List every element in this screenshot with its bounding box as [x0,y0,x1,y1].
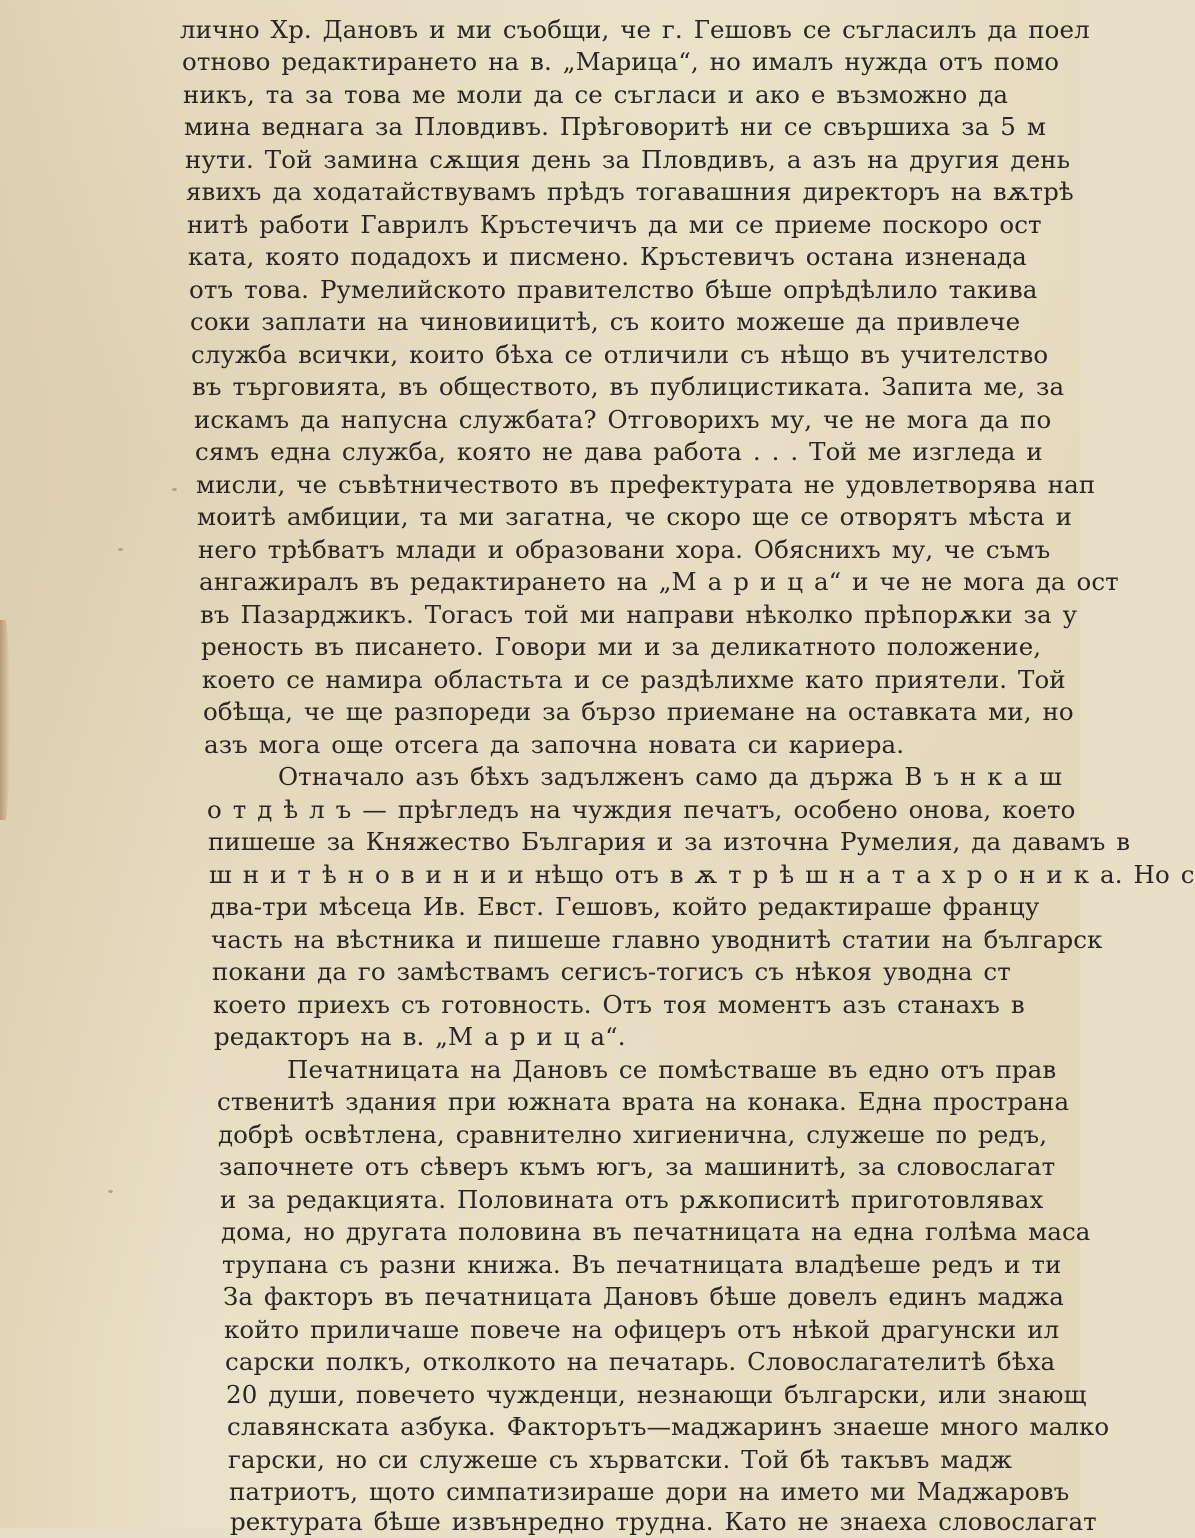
text-line: мисли, че съвѣтничеството въ префектурата не удовлетворява нап [196,470,1096,499]
text-line: соки заплати на чиновиицитѣ, съ които можеше да привлече [190,307,1021,336]
text-line: искамъ да напусна службата? Отговорихъ му, че не мога да по [194,405,1052,434]
text-line: реность въ писането. Говори ми и за деликатното положение, [201,632,1042,661]
text-line: ката, която подадохъ и писмено. Кръстевичъ остана изненада [188,242,1027,271]
text-line: ангажиралъ въ редактирането на „М а р и ц а“ и че не мога да ост [199,567,1119,596]
text-line: никъ, та за това ме моли да се съгласи и ако е възможно да [183,80,1009,109]
text-line: служба всички, които бѣха се отличили съ нѣщо въ учителство [191,340,1049,369]
text-line: него трѣбватъ млади и образовани хора. Обяснихъ му, че съмъ [198,535,1051,564]
text-line: въ търговията, въ обществото, въ публицистиката. Запита ме, за [192,372,1065,401]
text-line: лично Хр. Дановъ и ми съобщи, че г. Гешовъ се съгласилъ да поел [180,15,1090,44]
text-line: отъ това. Румелийското правителство бѣше опрѣдѣлило такива [189,275,1038,304]
text-line: което се намира областьта и се раздѣлихме като приятели. Той [202,665,1066,694]
text-line: което приехъ съ готовность. Отъ тоя моментъ азъ станахъ в [213,990,1025,1019]
text-line: Печатницата на Дановъ се помѣстваше въ едно отъ прав [287,1055,1057,1084]
text-line: ректурата бѣше извънредно трудна. Като не знаеха словослагат [230,1507,1097,1536]
text-line: който приличаше повече на офицеръ отъ нѣкой драгунски ил [224,1315,1060,1344]
text-line: въ Пазарджикъ. Тогасъ той ми направи нѣколко прѣпорѫки за у [200,600,1078,629]
text-line: азъ мога още отсега да започна новата си кариера. [204,730,905,759]
text-line: ш н и т ѣ н о в и н и и нѣщо отъ в ѫ т р ѣ ш н а т а х р о н и к а. Но с [209,860,1195,889]
text-line: гарски, но си служеше съ хърватски. Той бѣ такъвъ мадж [228,1445,1013,1474]
text-line: отново редактирането на в. „Марица“, но ималъ нужда отъ помо [182,47,1060,76]
text-line: явихъ да ходатайствувамъ прѣдъ тогавашния директоръ на вѫтрѣ [186,177,1074,206]
text-line: о т д ѣ л ъ — прѣгледъ на чуждия печатъ, особено онова, което [207,795,1076,824]
text-line: два-три мѣсеца Ив. Евст. Гешовъ, който редактираше францу [210,892,1040,921]
text-line: Отначало азъ бѣхъ задълженъ само да държа В ъ н к а ш [278,762,1063,791]
text-line: За факторъ въ печатницата Дановъ бѣше довелъ единъ маджа [223,1282,1064,1311]
text-line: редакторъ на в. „М а р и ц а“. [214,1022,626,1051]
text-line: пишеше за Княжество България и за източна Румелия, да давамъ в [208,827,1131,856]
text-line: часть на вѣстника и пишеше главно уводнитѣ статии на българск [211,925,1103,954]
text-line: започнете отъ сѣверъ къмъ югъ, за машинитѣ, за словослагат [219,1152,1056,1181]
text-line: и за редакцията. Половината отъ рѫкописитѣ приготовлявах [220,1185,1044,1214]
text-line: нитѣ работи Гаврилъ Кръстечичъ да ми се приеме поскоро ост [187,210,1042,239]
text-line: славянската азбука. Факторътъ—маджаринъ знаеше много малко [227,1412,1110,1441]
text-line: мина веднага за Пловдивъ. Прѣговоритѣ ни се свършиха за 5 м [184,112,1046,141]
text-line: добрѣ освѣтлена, сравнително хигиенична, служеше по редъ, [218,1120,1048,1149]
text-line: обѣща, че ще разпореди за бързо приемане на оставката ми, но [203,697,1074,726]
text-line: сарски полкъ, отколкото на печатарь. Словослагателитѣ бѣха [225,1347,1056,1376]
text-line: патриотъ, щото симпатизираше дори на името ми Маджаровъ [229,1477,1070,1506]
text-line: моитѣ амбиции, та ми загатна, че скоро ще се отворятъ мѣста и [197,502,1072,531]
text-line: сямъ една служба, която не дава работа . . . Той ме изгледа и [195,437,1043,466]
text-line: покани да го замѣствамъ сегисъ-тогисъ съ нѣкоя уводна ст [212,957,1011,986]
text-line: нути. Той замина сѫщия день за Пловдивъ, а азъ на другия день [185,145,1071,174]
text-line: трупана съ разни книжа. Въ печатницата владѣеше редъ и ти [222,1250,1062,1279]
text-line: 20 души, повечето чужденци, незнающи български, или знающ [226,1380,1087,1409]
text-line: дома, но другата половина въ печатницата на една голѣма маса [221,1217,1091,1246]
text-line: ственитѣ здания при южната врата на конака. Една пространа [217,1087,1070,1116]
